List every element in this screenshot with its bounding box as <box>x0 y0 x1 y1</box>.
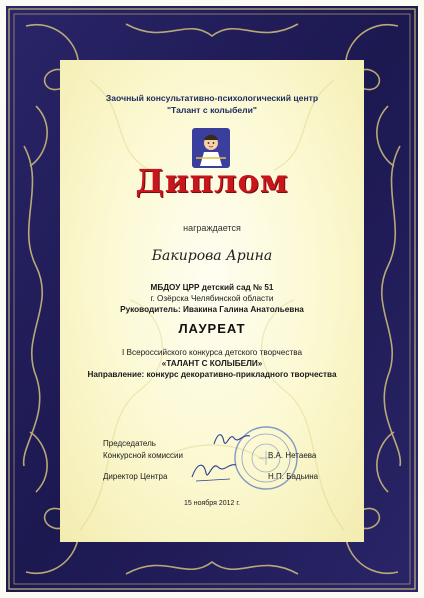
signature-chairman <box>212 428 252 450</box>
diploma-title: Диплом <box>135 162 289 200</box>
signature-director <box>190 455 238 485</box>
award-title: ЛАУРЕАТ <box>178 321 246 336</box>
center-talent-name: "Талант с колыбели" <box>166 105 257 115</box>
contest-line-1: I Всероссийского конкурса детского творчества <box>121 348 303 357</box>
issue-date: 15 ноября 2012 г. <box>184 500 240 507</box>
director-name: Н.П. Бадьина <box>268 472 319 481</box>
chairman-role-line-1: Председатель <box>103 439 156 448</box>
awarded-label: награждается <box>183 223 241 233</box>
recipient-name: Бакирова Арина <box>151 248 273 264</box>
contest-line-2: «ТАЛАНТ С КОЛЫБЕЛИ» <box>161 359 263 368</box>
center-name: Заочный консультативно-психологический центр <box>105 93 319 103</box>
supervisor-line: Руководитель: Ивакина Галина Анатольевна <box>120 305 304 314</box>
organization-line-1: МБДОУ ЦРР детский сад № 51 <box>150 283 274 292</box>
contest-direction: Направление: конкурс декоративно-прикладного творчества <box>87 370 337 379</box>
chairman-role-line-2: Конкурсной комиссии <box>103 451 183 460</box>
organization-line-2: г. Озёрска Челябинской области <box>150 294 274 303</box>
director-role: Директор Центра <box>103 472 168 481</box>
chairman-name: В.А. Нетаева <box>268 451 317 460</box>
